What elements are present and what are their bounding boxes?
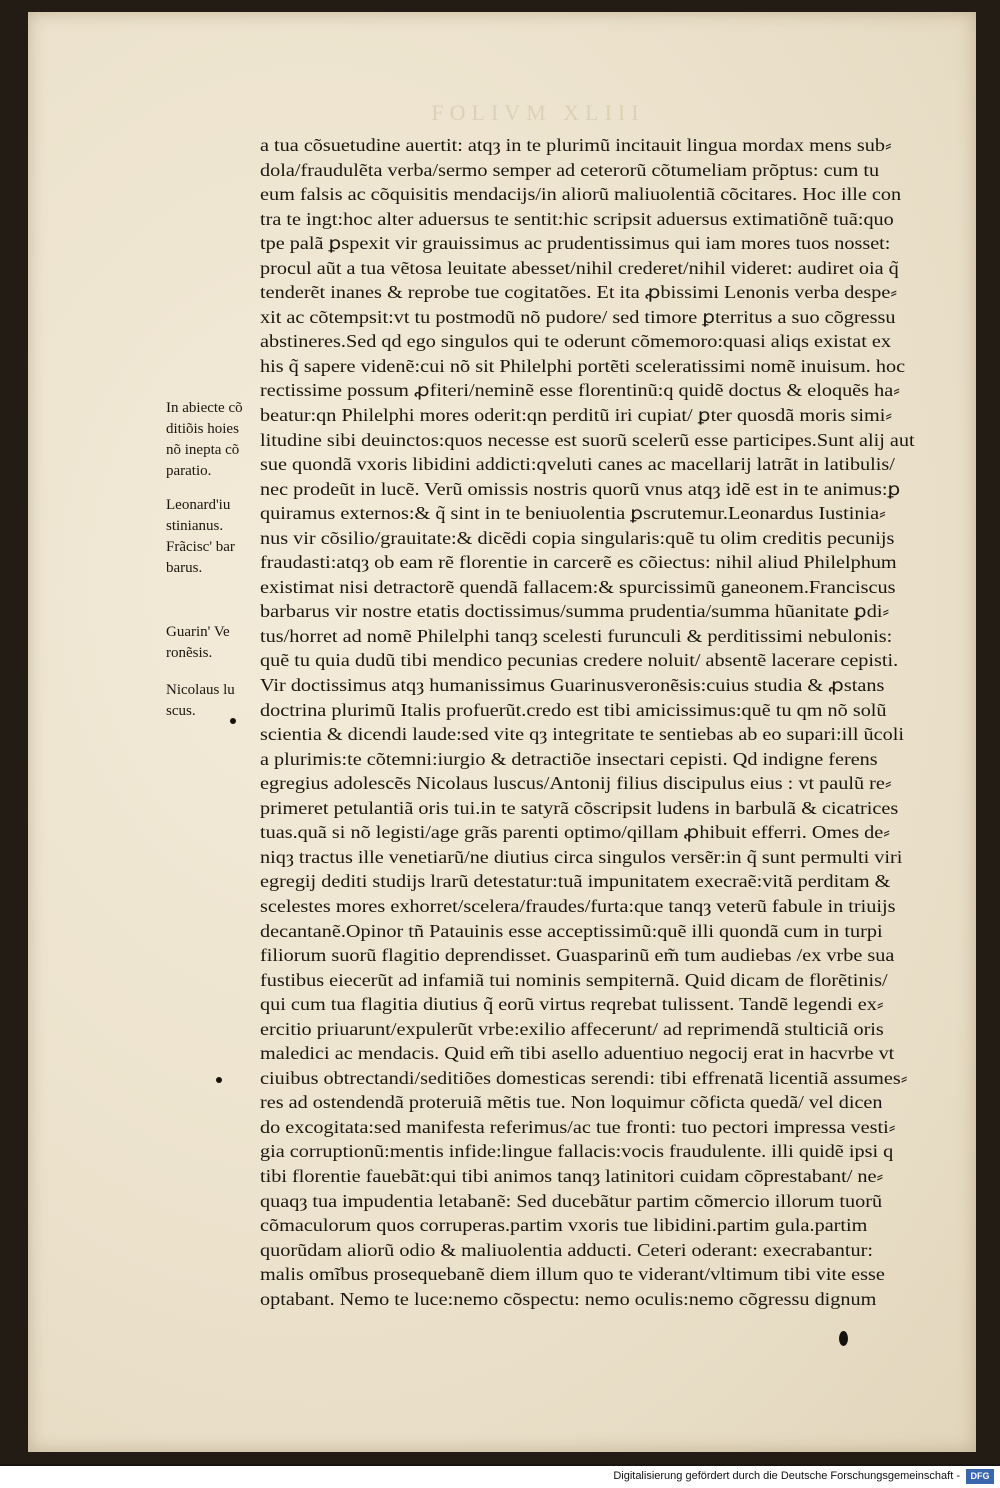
text-line: tuas.quã si nõ legisti/age grãs parenti optimo/qillam ꝓhibuit efferri. Omes de⸗ [260, 822, 891, 843]
text-line: beatur:qn Philelphi mores oderit:qn perditũ iri cupiat/ ꝑter quosdã moris simi⸗ [260, 405, 893, 426]
text-line: do excogitata:sed manifesta referimus/ac tue fronti: tuo pectori impressa vesti⸗ [260, 1116, 896, 1137]
margin-note-line: paratio. [166, 463, 212, 479]
text-line: Vir doctissimus atqȝ humanissimus Guarinusveronẽsis:cuius studia & ꝓstans [260, 675, 885, 696]
text-line: qui cum tua flagitia diutius q̃ eorũ virtus reqrebat tulissent. Tandẽ legendi ex⸗ [260, 994, 884, 1015]
margin-note-line: In abiecte cõ [166, 400, 243, 416]
margin-note-line: scus. [166, 703, 196, 719]
text-line: quẽ tu quia dudũ tibi mendico pecunias credere noluit/ absentẽ lacerare cepisti. [260, 650, 899, 671]
text-line: primeret petulantiã oris tui.in te satyrã cõscripsit ludens in barbulã & cicatrices [260, 797, 899, 818]
text-line: doctrina plurimũ Italis profuerũt.credo est tibi amicissimus:quẽ tu qm nõ solũ [260, 699, 887, 720]
text-line: barbarus vir nostre etatis doctissimus/summa prudentia/summa hũanitate ꝑdi⸗ [260, 601, 890, 622]
text-line: maledici ac mendacis. Quid em̃ tibi asello aduentiuo negocij erat in hacvrbe vt [260, 1043, 895, 1064]
text-line: gia corruptionũ:mentis infide:lingue fallacis:vocis fraudulente. illi quidẽ ipsi q [260, 1141, 894, 1162]
margin-note [166, 398, 262, 482]
text-line: egregius adolescẽs Nicolaus luscus/Antonij filius discipulus eius : vt paulũ re⸗ [260, 773, 892, 794]
text-line: tenderẽt inanes & reprobe tue cogitatões. Et ita ꝓbissimi Lenonis verba despe⸗ [260, 282, 898, 303]
text-line: ciuibus obtrectandi/seditiões domesticas serendi: tibi effrenatã licentiã assumes⸗ [260, 1067, 908, 1088]
text-line: res ad ostendendã proteruiã mẽtis tue. Non loquimur cõficta quedã/ vel dicen [260, 1092, 883, 1113]
footer-credit: Digitalisierung gefördert durch die Deutsche Forschungsgemeinschaft - [613, 1470, 960, 1482]
text-line: xit ac cõtempsit:vt tu postmodũ nõ pudore/ sed timore ꝑterritus a suo cõgressu [260, 306, 896, 327]
text-line: optabant. Nemo te luce:nemo cõspectu: nemo oculis:nemo cõgressu dignum [260, 1288, 877, 1309]
text-line: fraudasti:atqȝ ob eam rẽ florentie in carcerẽ es cõiectus: nihil aliud Philelphum [260, 552, 897, 573]
text-line: ercitio priuarunt/expulerũt vrbe:exilio affecerunt/ ad reprimendã stulticiã oris [260, 1018, 884, 1039]
margin-note-line: stinianus. [166, 518, 224, 534]
margin-note-line: ronẽsis. [166, 645, 213, 661]
text-line: existimat nisi detractorẽ quendã fallacem:& spurcissimũ ganeonem.Franciscus [260, 576, 896, 597]
text-line: cõmaculorum quos corruperas.partim vxoris tue libidini.partim gula.partim [260, 1215, 868, 1236]
body-text [260, 133, 922, 1311]
text-line: egregij dediti studijs lrarũ detestatur:tuã impunitatem execraẽ:vitã perditam & [260, 871, 891, 892]
text-line: his q̃ sapere videnẽ:cui nõ sit Philelphi portẽti sceleratissimi nomẽ inuisum. hoc [260, 355, 906, 376]
text-line: rectissime possum ꝓfiteri/neminẽ esse florentinũ:q quidẽ doctus & eloquẽs ha⸗ [260, 380, 900, 401]
text-line: litudine sibi deuinctos:quos necesse est suorũ scelerũ esse participes.Sunt alij aut [260, 429, 915, 450]
text-line: malis omĩbus prosequebanẽ diem illum quo te viderant/vltimum tibi vite esse [260, 1264, 885, 1285]
text-line: tus/horret ad nomẽ Philelphi tanqȝ scelesti furunculi & perditissimi nebulonis: [260, 625, 893, 646]
text-line: quorũdam aliorũ odio & maliuolentia adducti. Ceteri oderant: execrabantur: [260, 1239, 873, 1260]
text-line: tra te ingt:hoc alter aduersus te sentit:hic scripsit aduersus extimatiõnẽ tuã:quo [260, 208, 894, 229]
text-line: filiorum suorũ flagitio deprendisset. Guasparinũ em̃ tum audiebas /ex vrbe sua [260, 945, 895, 966]
text-line: dola/fraudulẽta verba/sermo semper ad ceterorũ cõtumeliam prõptus: cum tu [260, 159, 880, 180]
margin-note [166, 495, 262, 579]
text-line: a tua cõsuetudine auertit: atqȝ in te plurimũ incitauit lingua mordax mens sub⸗ [260, 135, 892, 155]
margin-note-line: Guarin' Ve [166, 624, 230, 640]
margin-note [166, 680, 262, 722]
text-line: fustibus eiecerũt ad infamiã tui nominis sempiternã. Quid dicam de florẽtinis/ [260, 969, 888, 990]
text-line: niqȝ tractus ille venetiarũ/ne diutius circa singulos versẽr:in q̃ sunt permulti viri [260, 846, 903, 867]
margin-note-line: Nicolaus lu [166, 682, 235, 698]
footer-bar [0, 1466, 1000, 1488]
margin-note [166, 622, 262, 664]
ink-spot [230, 718, 236, 724]
text-line: abstineres.Sed qd ego singulos qui te oderunt cõmemoro:quasi aliqs existat ex [260, 331, 892, 352]
ink-spot [839, 1331, 848, 1346]
text-line: sue quondã vxoris libidini addicti:qveluti canes ac macellarij latrãt in latibulis/ [260, 454, 895, 475]
margin-note-line: Leonard'iu [166, 497, 231, 513]
text-line: decantanẽ.Opinor tñ Patauinis esse acceptissimũ:quẽ illi quondã cum in turpi [260, 920, 883, 941]
text-line: tibi florentie fauebãt:qui tibi animos tanqȝ latinitori cuidam cõprestabant/ ne⸗ [260, 1165, 884, 1186]
text-line: nus vir cõsilio/grauitate:& dicẽdi copia singularis:quẽ tu olim creditis pecunijs [260, 527, 895, 548]
margin-note-line: Frãcisc' bar [166, 539, 235, 555]
text-line: quiramus externos:& q̃ sint in te beniuolentia ꝑscrutemur.Leonardus Iustinia⸗ [260, 503, 886, 524]
ink-spot [216, 1077, 222, 1083]
running-head: FOLIVM XLIII [431, 100, 645, 125]
text-line: a plurimis:te cõtemni:iurgio & detractiõe insectari cepisti. Qd indigne ferens [260, 748, 878, 769]
text-line: procul aũt a tua vẽtosa leuitate abesset/nihil crederet/nihil videret: audiret oia q̃ [260, 257, 899, 278]
text-line: tpe palã ꝑspexit vir grauissimus ac prudentissimus qui iam mores tuos nosset: [260, 233, 891, 254]
text-line: eum falsis ac cõquisitis mendacijs/in aliorũ maliuolentiã cõcitares. Hoc ille con [260, 184, 902, 205]
dfg-logo-icon: DFG [966, 1469, 994, 1484]
text-line: nec prodeũt in lucẽ. Verũ omissis nostris quorũ vnus atqȝ idẽ est in te animus:ꝑ [260, 478, 901, 499]
margin-note-line: barus. [166, 560, 203, 576]
text-line: scelestes mores exhorret/scelera/fraudes/furta:que tanqȝ veterũ fabule in triuijs [260, 895, 896, 916]
margin-note-line: ditiõis hoies [166, 421, 239, 437]
margin-note-line: nõ inepta cõ [166, 442, 240, 458]
text-line: quaqȝ tua impudentia letabanẽ: Sed ducebãtur partim cõmercio illorum tuorũ [260, 1190, 883, 1211]
text-line: scientia & dicendi laude:sed vite qȝ integritate te sentiebas ab eo supari:ill ũcoli [260, 724, 905, 745]
